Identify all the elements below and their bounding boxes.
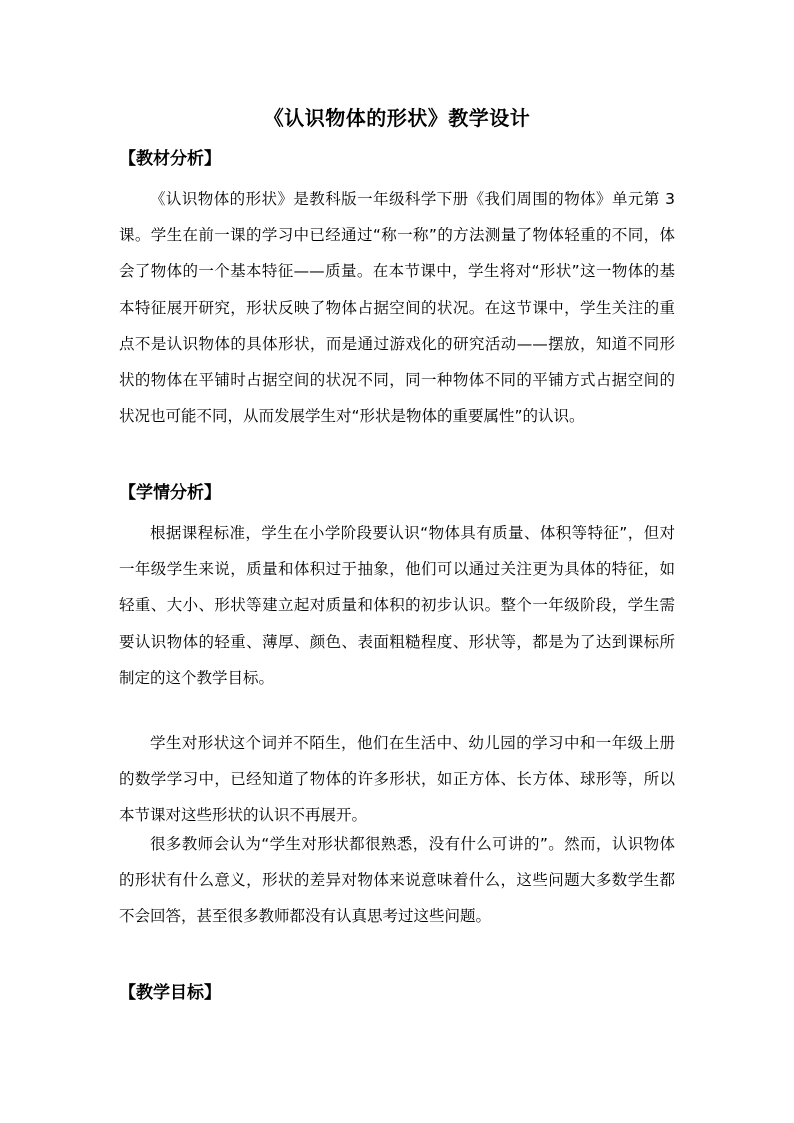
paragraph-student-analysis-2: 学生对形状这个词并不陌生，他们在生活中、幼儿园的学习中和一年级上册的数学学习中，已经知道了物体的许多形状，如正方体、长方体、球形等，所以本节课对这些形状的认识不再展开。 bbox=[119, 734, 675, 825]
section-heading-teaching-goals: 【教学目标】 bbox=[119, 983, 221, 1003]
section-heading-student-analysis: 【学情分析】 bbox=[119, 483, 221, 503]
document-title: 《认识物体的形状》教学设计 bbox=[263, 106, 531, 130]
section-heading-textbook-analysis: 【教材分析】 bbox=[119, 149, 221, 169]
paragraph-student-analysis-1: 根据课程标准，学生在小学阶段要认识“物体具有质量、体积等特征”，但对一年级学生来说，质量和体积过于抽象，他们可以通过关注更为具体的特征，如轻重、大小、形状等建立起对质量和体积的初步认识。整个一年级阶段，学生需要认识物体的轻重、薄厚、颜色、表面粗糙程度、形状等，都是为了达到课标所制定的这个教学目标。 bbox=[119, 524, 675, 687]
paragraph-student-analysis-3: 很多教师会认为“学生对形状都很熟悉，没有什么可讲的”。然而，认识物体的形状有什么意义，形状的差异对物体来说意味着什么，这些问题大多数学生都不会回答，甚至很多教师都没有认真思考过这些问题。 bbox=[119, 835, 675, 926]
paragraph-textbook-analysis: 《认识物体的形状》是教科版一年级科学下册《我们周围的物体》单元第 3 课。学生在前一课的学习中已经通过“称一称”的方法测量了物体轻重的不同，体会了物体的一个基本特征——质量。在本节课中，学生将对“形状”这一物体的基本特征展开研究，形状反映了物体占据空间的状况。在这节课中，学生关注的重点不是认识物体的具体形状，而是通过游戏化的研究活动——摆放，知道不同形状的物体在平铺时占据空间的状况不同，同一种物体不同的平铺方式占据空间的状况也可能不同，从而发展学生对“形状是物体的重要属性”的认识。 bbox=[119, 190, 675, 426]
